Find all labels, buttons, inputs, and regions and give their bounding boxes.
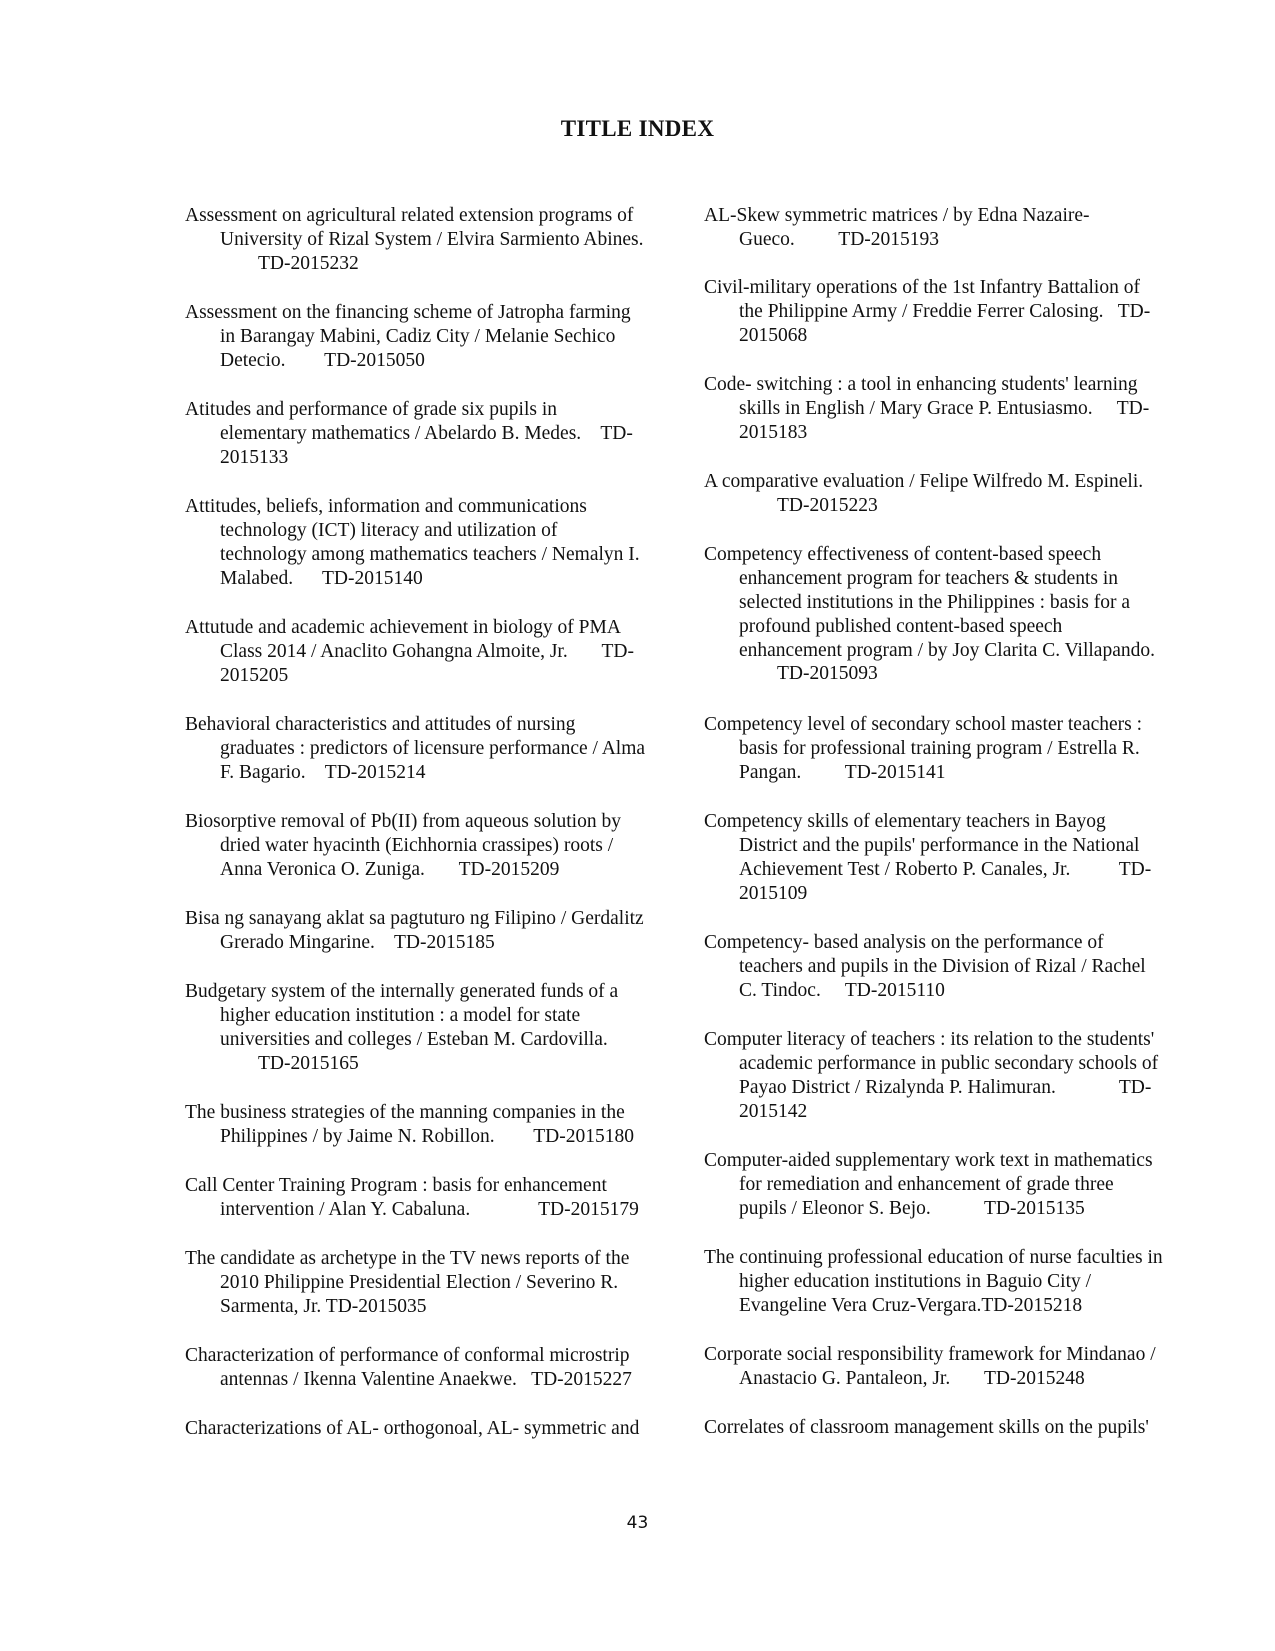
index-entry-line: selected institutions in the Philippines : basis for a [739, 591, 1131, 613]
index-entry-line: enhancement program for teachers & students in [739, 567, 1119, 589]
index-entry-line: Corporate social responsibility framework for Mindanao / [704, 1344, 1156, 1365]
index-entry-line: Characterization of performance of conformal microstrip [185, 1345, 630, 1366]
index-entry-line: TD-2015232 [258, 252, 359, 274]
index-entry-line: 2015109 [739, 882, 808, 904]
index-entry [185, 980, 618, 1076]
index-entry [185, 301, 631, 373]
index-entry [185, 398, 633, 470]
index-entry-line: Civil-military operations of the 1st Infantry Battalion of [704, 277, 1140, 298]
index-entry-line: F. Bagario. TD-2015214 [220, 761, 426, 783]
index-entry [704, 1028, 1158, 1124]
index-entry [185, 713, 645, 785]
index-entry-line: universities and colleges / Esteban M. Cardovilla. [220, 1028, 608, 1050]
index-entry [185, 810, 621, 882]
index-entry-line: A comparative evaluation / Felipe Wilfredo M. Espineli. [704, 471, 1144, 492]
index-entry-line: graduates : predictors of licensure performance / Alma [220, 737, 646, 759]
index-entry-line: profound published content-based speech [739, 615, 1063, 637]
index-entry-line: Behavioral characteristics and attitudes of nursing [185, 714, 576, 735]
index-entry [704, 1416, 1149, 1440]
index-entry-line: basis for professional training program / Estrella R. [739, 737, 1140, 759]
index-entry-line: Philippines / by Jaime N. Robillon. TD-2015180 [220, 1125, 635, 1147]
index-entry [185, 1174, 639, 1222]
index-entry-line: Computer-aided supplementary work text in mathematics [704, 1150, 1153, 1171]
index-entry [704, 373, 1149, 445]
index-entry-line: The business strategies of the manning companies in the [185, 1102, 625, 1123]
index-entry-line: Class 2014 / Anaclito Gohangna Almoite, Jr. TD- [220, 640, 634, 662]
index-entry-line: Attitudes, beliefs, information and communications [185, 496, 587, 517]
index-entry [704, 713, 1142, 785]
index-entry-line: The continuing professional education of nurse faculties in [704, 1247, 1163, 1268]
index-entry-line: University of Rizal System / Elvira Sarmiento Abines. [220, 228, 644, 250]
index-entry-line: Competency- based analysis on the performance of [704, 932, 1104, 953]
index-entry-line: for remediation and enhancement of grade three [739, 1173, 1114, 1195]
index-entry-line: technology among mathematics teachers / Nemalyn I. [220, 543, 640, 565]
index-entry [185, 204, 644, 276]
index-entry-line: TD-2015223 [777, 494, 878, 516]
index-entry-line: Pangan. TD-2015141 [739, 761, 946, 783]
index-entry-line: 2015183 [739, 421, 808, 443]
index-entry-line: 2010 Philippine Presidential Election / Severino R. [220, 1271, 619, 1293]
index-entry-line: Payao District / Rizalynda P. Halimuran. TD- [739, 1076, 1152, 1098]
index-entry [704, 204, 1090, 252]
index-entry-line: skills in English / Mary Grace P. Entusiasmo. TD- [739, 397, 1150, 419]
index-entry [185, 1417, 639, 1441]
index-entry [185, 1247, 629, 1319]
index-entry-line: Assessment on agricultural related extension programs of [185, 205, 634, 226]
index-entry [704, 1149, 1153, 1221]
index-entry-line: Achievement Test / Roberto P. Canales, Jr. TD- [739, 858, 1152, 880]
index-entry-line: District and the pupils' performance in the National [739, 834, 1140, 856]
index-entry-line: AL-Skew symmetric matrices / by Edna Nazaire- [704, 205, 1090, 226]
index-entry [704, 810, 1151, 906]
index-entry-line: elementary mathematics / Abelardo B. Medes. TD- [220, 422, 633, 444]
index-entry-line: The candidate as archetype in the TV news reports of the [185, 1248, 630, 1269]
index-entry-line: teachers and pupils in the Division of Rizal / Rachel [739, 955, 1146, 977]
index-entry-line: Grerado Mingarine. TD-2015185 [220, 931, 495, 953]
index-entry-line: Competency skills of elementary teachers in Bayog [704, 811, 1106, 832]
index-entry-line: higher education institutions in Baguio City / [739, 1270, 1092, 1292]
index-entry-line: Sarmenta, Jr. TD-2015035 [220, 1295, 427, 1317]
index-entry [704, 931, 1146, 1003]
index-entry [704, 1343, 1156, 1391]
index-entry-line: technology (ICT) literacy and utilization of [220, 519, 558, 541]
index-entry-line: in Barangay Mabini, Cadiz City / Melanie Sechico [220, 325, 616, 347]
index-entry-line: enhancement program / by Joy Clarita C. Villapando. [739, 639, 1155, 661]
index-entry-line: Malabed. TD-2015140 [220, 567, 423, 589]
index-entry-line: intervention / Alan Y. Cabaluna. TD-2015179 [220, 1198, 639, 1220]
index-entry-line: Anastacio G. Pantaleon, Jr. TD-2015248 [739, 1367, 1085, 1389]
index-entry-line: dried water hyacinth (Eichhornia crassipes) roots / [220, 834, 614, 856]
index-entry-line: Evangeline Vera Cruz-Vergara.TD-2015218 [739, 1294, 1083, 1316]
index-entry-line: Attutude and academic achievement in biology of PMA [185, 617, 621, 638]
index-entry-line: Competency level of secondary school master teachers : [704, 714, 1143, 735]
index-entry [185, 1101, 634, 1149]
index-entry-line: Detecio. TD-2015050 [220, 349, 425, 371]
index-entry-line: Competency effectiveness of content-based speech [704, 544, 1102, 565]
index-entry-line: Biosorptive removal of Pb(II) from aqueous solution by [185, 811, 621, 832]
index-entry-line: 2015142 [739, 1100, 808, 1122]
index-entry-line: 2015133 [220, 446, 289, 468]
index-entry-line: antennas / Ikenna Valentine Anaekwe. TD-2015227 [220, 1368, 632, 1390]
index-entry [704, 276, 1150, 348]
index-entry-line: Gueco. TD-2015193 [739, 228, 940, 250]
index-entry-line: Computer literacy of teachers : its relation to the students' [704, 1029, 1155, 1050]
index-entry [185, 616, 634, 688]
index-entry-line: academic performance in public secondary schools of [739, 1052, 1159, 1074]
index-entry-line: TD-2015093 [777, 663, 878, 685]
index-entry-line: Budgetary system of the internally generated funds of a [185, 981, 619, 1002]
index-entry-line: C. Tindoc. TD-2015110 [739, 979, 945, 1001]
index-entry-line: Call Center Training Program : basis for enhancement [185, 1175, 607, 1196]
index-entry [185, 495, 640, 591]
index-entry-line: higher education institution : a model for state [220, 1004, 581, 1026]
index-entry-line: TD-2015165 [258, 1052, 359, 1074]
index-entry-line: Characterizations of AL- orthogonoal, AL- symmetric and [185, 1418, 640, 1439]
index-entry-line: Anna Veronica O. Zuniga. TD-2015209 [220, 858, 560, 880]
index-entry-line: the Philippine Army / Freddie Ferrer Calosing. TD- [739, 300, 1151, 322]
page-number: 43 [626, 1513, 649, 1533]
index-entry-line: Assessment on the financing scheme of Jatropha farming [185, 302, 631, 323]
index-entry [704, 1246, 1163, 1318]
index-entry-line: Code- switching : a tool in enhancing students' learning [704, 374, 1138, 395]
index-entry-line: Correlates of classroom management skills on the pupils' [704, 1417, 1149, 1438]
index-entry [185, 1344, 632, 1392]
index-entry [704, 543, 1155, 686]
index-entry-line: pupils / Eleonor S. Bejo. TD-2015135 [739, 1197, 1085, 1219]
page-title: TITLE INDEX [560, 116, 715, 141]
index-entry-line: Bisa ng sanayang aklat sa pagtuturo ng Filipino / Gerdalitz [185, 908, 644, 929]
index-entry [185, 907, 644, 955]
index-entry-line: 2015205 [220, 664, 289, 686]
index-entry-line: Atitudes and performance of grade six pupils in [185, 399, 558, 420]
index-entry [704, 470, 1143, 518]
index-entry-line: 2015068 [739, 324, 808, 346]
